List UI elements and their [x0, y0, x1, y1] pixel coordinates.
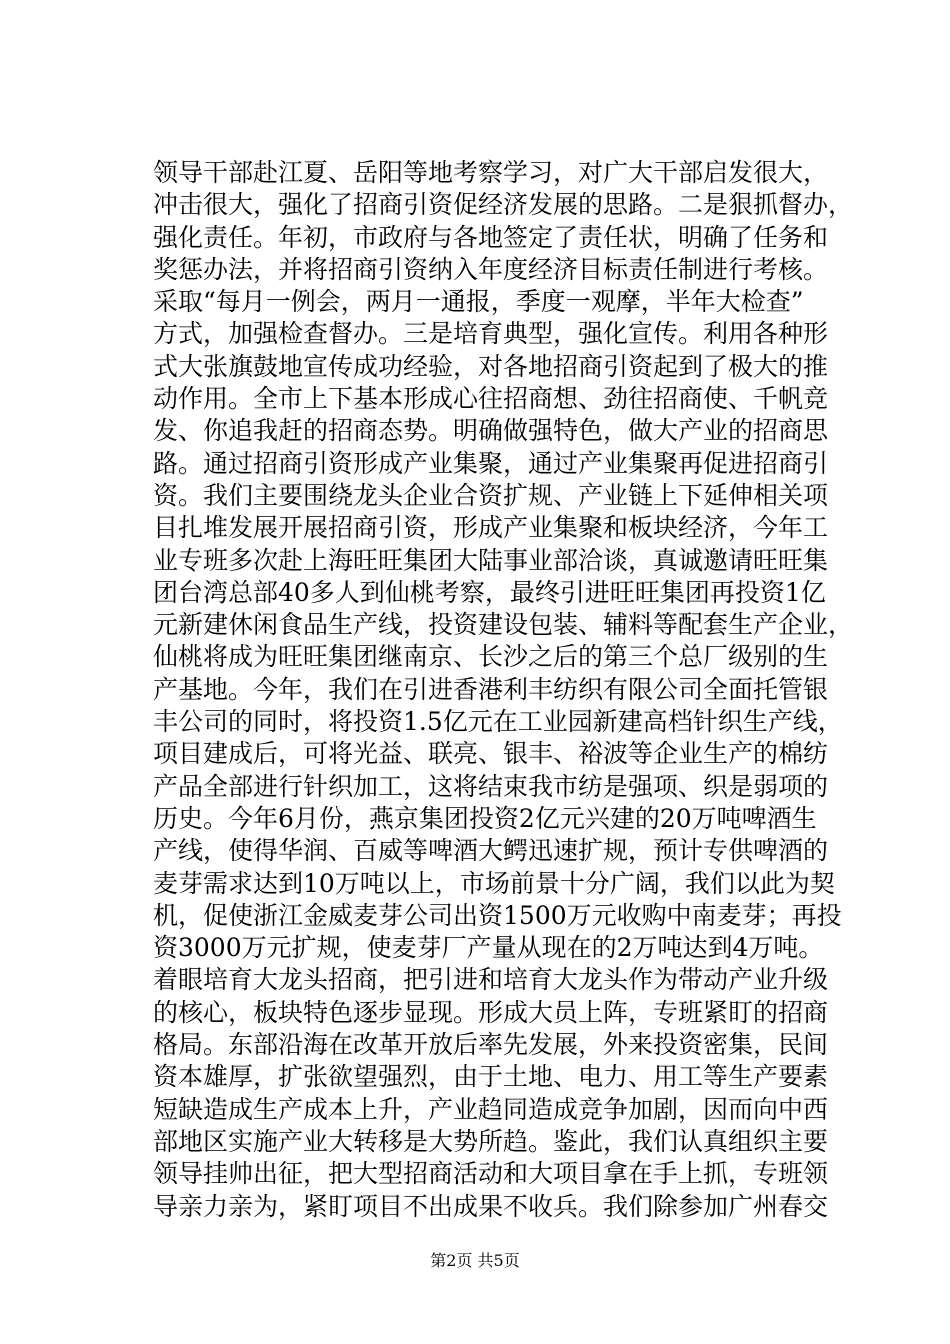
text-line: 格局。东部沿海在改革开放后率先发展，外来投资密集，民间 — [153, 1030, 829, 1060]
text-line: 麦芽需求达到10万吨以上，市场前景十分广阔，我们以此为契 — [153, 868, 835, 898]
text-line: 产基地。今年，我们在引进香港利丰纺织有限公司全面托管银 — [153, 674, 829, 704]
page-footer: 第2页 共5页 — [430, 1251, 520, 1270]
text-line: 奖惩办法，并将招商引资纳入年度经济目标责任制进行考核。 — [153, 254, 829, 284]
text-line: 业专班多次赴上海旺旺集团大陆事业部洽谈，真诚邀请旺旺集 — [153, 545, 829, 575]
text-line: 领导干部赴江夏、岳阳等地考察学习，对广大干部启发很大， — [153, 158, 829, 187]
text-line: 历史。今年6月份，燕京集团投资2亿元兴建的20万吨啤酒生 — [153, 803, 817, 833]
text-line: 的核心，板块特色逐步显现。形成大员上阵，专班紧盯的招商 — [153, 997, 829, 1027]
text-line: 采取“每月一例会，两月一通报，季度一观摩，半年大检查” — [153, 287, 804, 317]
text-line: 部地区实施产业大转移是大势所趋。鉴此，我们认真组织主要 — [153, 1126, 829, 1156]
text-line: 式大张旗鼓地宣传成功经验，对各地招商引资起到了极大的推 — [153, 351, 829, 381]
text-line: 目扎堆发展开展招商引资，形成产业集聚和板块经济，今年工 — [153, 513, 829, 543]
body-text — [153, 157, 853, 1223]
text-line: 短缺造成生产成本上升，产业趋同造成竞争加剧，因而向中西 — [153, 1094, 829, 1124]
text-line: 导亲力亲为，紧盯项目不出成果不收兵。我们除参加广州春交 — [153, 1191, 829, 1221]
text-line: 着眼培育大龙头招商，把引进和培育大龙头作为带动产业升级 — [153, 965, 829, 995]
text-line: 领导挂帅出征，把大型招商活动和大项目拿在手上抓，专班领 — [153, 1159, 829, 1189]
text-line: 发、你追我赶的招商态势。明确做强特色，做大产业的招商思 — [153, 416, 829, 446]
text-line: 强化责任。年初，市政府与各地签定了责任状，明确了任务和 — [153, 222, 829, 252]
text-line: 动作用。全市上下基本形成心往招商想、劲往招商使、千帆竞 — [153, 384, 829, 414]
text-line: 资本雄厚，扩张欲望强烈，由于土地、电力、用工等生产要素 — [153, 1062, 829, 1092]
text-line: 仙桃将成为旺旺集团继南京、长沙之后的第三个总厂级别的生 — [153, 642, 829, 672]
text-line: 丰公司的同时，将投资1.5亿元在工业园新建高档针织生产线， — [153, 707, 843, 737]
text-line: 项目建成后，可将光益、联亮、银丰、裕波等企业生产的棉纺 — [153, 739, 829, 769]
text-line: 产品全部进行针织加工，这将结束我市纺是强项、织是弱项的 — [153, 771, 829, 801]
text-line: 机，促使浙江金威麦芽公司出资1500万元收购中南麦芽；再投 — [153, 900, 842, 930]
text-line: 方式，加强检查督办。三是培育典型，强化宣传。利用各种形 — [153, 319, 829, 349]
text-line: 元新建休闲食品生产线，投资建设包装、辅料等配套生产企业， — [153, 610, 854, 640]
text-line: 产线，使得华润、百威等啤酒大鳄迅速扩规，预计专供啤酒的 — [153, 836, 829, 866]
text-line: 资。我们主要围绕龙头企业合资扩规、产业链上下延伸相关项 — [153, 480, 829, 510]
text-line: 路。通过招商引资形成产业集聚，通过产业集聚再促进招商引 — [153, 448, 829, 478]
text-line: 冲击很大，强化了招商引资促经济发展的思路。二是狠抓督办， — [153, 190, 854, 220]
text-line: 资3000万元扩规，使麦芽厂产量从现在的2万吨达到4万吨。 — [153, 933, 824, 963]
text-line: 团台湾总部40多人到仙桃考察，最终引进旺旺集团再投资1亿 — [153, 577, 826, 607]
